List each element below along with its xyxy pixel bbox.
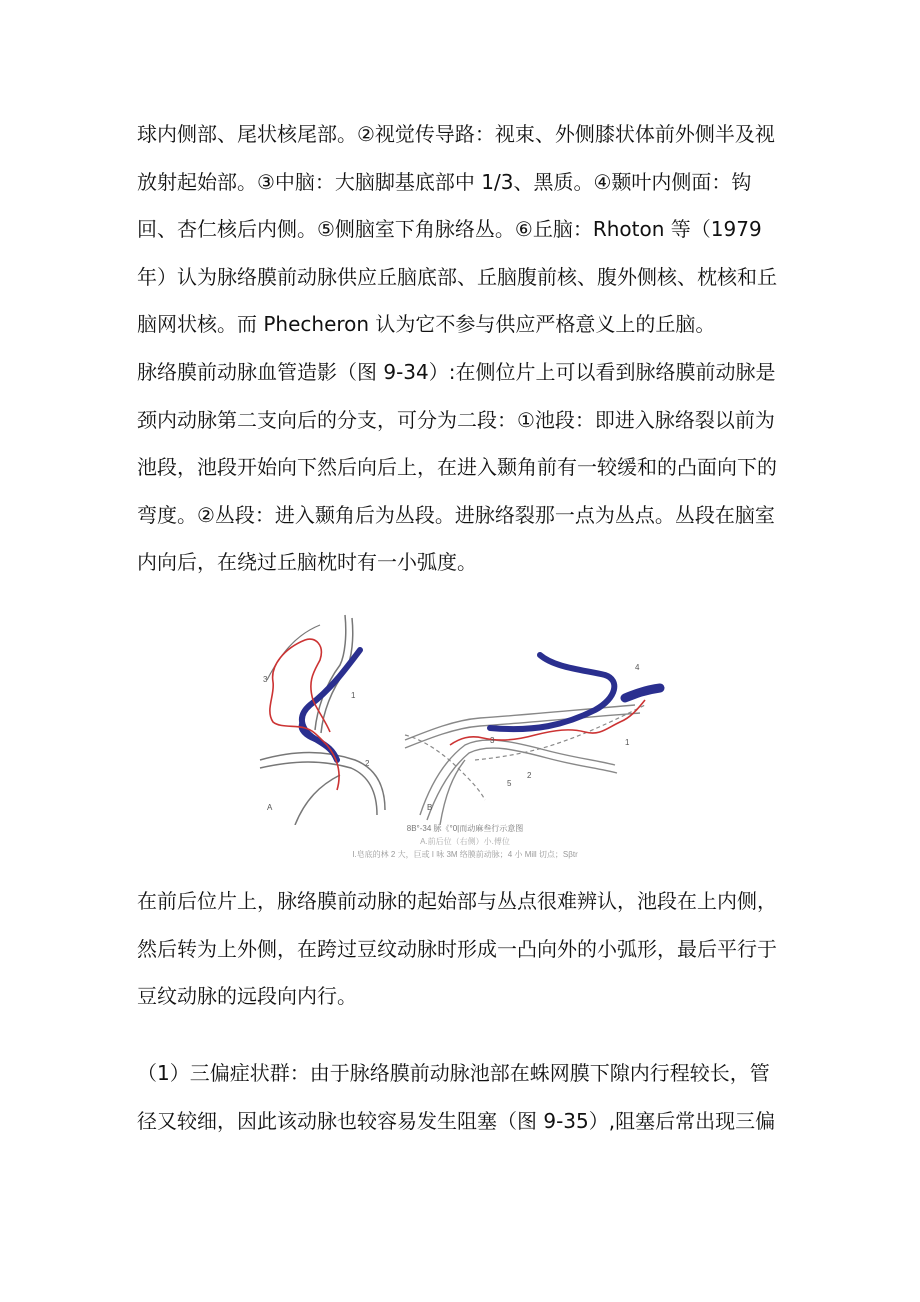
panel-a-label: A	[267, 803, 273, 812]
vessel-outline	[295, 775, 340, 825]
text-line: 径又较细，因此该动脉也较容易发生阻塞（图 9-35）,阻塞后常出现三偏	[137, 1108, 776, 1133]
figure-caption-title: 8B°-34 脉《°0|而动麻叁行示意图	[406, 824, 524, 833]
label-2: 2	[527, 771, 532, 780]
text-line: 豆纹动脉的远段向内行。	[137, 984, 357, 1008]
panel-b-label: B	[427, 803, 433, 812]
label-4: 4	[635, 663, 640, 672]
text-line: 内向后，在绕过丘脑枕时有一小弧度。	[137, 550, 477, 574]
label-3: 3	[490, 736, 495, 745]
text-line: 脑网状核。而 Phecheron 认为它不参与供应严格意义上的丘脑。	[137, 312, 716, 336]
paragraph-blood-supply	[137, 111, 787, 349]
text-line: 球内侧部、尾状核尾部。②视觉传导路：视束、外侧膝状体前外侧半及视	[137, 122, 775, 146]
panel-a	[260, 615, 385, 825]
label-3: 3	[263, 675, 268, 684]
artery-main	[302, 650, 360, 760]
artery-trunk	[625, 688, 660, 698]
text-line: 回、杏仁核后内侧。⑤侧脑室下角脉络丛。⑥丘脑：Rhoton 等（1979	[137, 217, 762, 241]
vessel-outline	[267, 625, 320, 680]
text-line: 放射起始部。③中脑：大脑脚基底部中 1/3、黑质。④颞叶内侧面：钩	[137, 169, 752, 194]
vessel-outline	[260, 762, 377, 815]
paragraph-ap-view	[137, 878, 787, 1021]
text-line: 在前后位片上，脉络膜前动脉的起始部与丛点很难辨认，池段在上内侧，	[137, 889, 777, 913]
figure-caption-subtitle: A.前后位（右侧）小.傅位	[420, 837, 510, 846]
paragraph-triad-syndrome	[137, 1050, 787, 1145]
text-line: 年）认为脉络膜前动脉供应丘脑底部、丘脑腹前核、腹外侧核、枕核和丘	[137, 264, 777, 289]
text-line: 颈内动脉第二支向后的分支，可分为二段：①池段：即进入脉络裂以前为	[137, 407, 775, 432]
angiography-diagram	[255, 610, 675, 825]
vessel-outline-dashed	[475, 705, 645, 760]
text-line: （1）三偏症状群：由于脉络膜前动脉池部在蛛网膜下隙内行程较长，管	[137, 1061, 770, 1085]
label-5: 5	[507, 779, 512, 788]
text-line: 然后转为上外侧，在跨过豆纹动脉时形成一凸向外的小弧形，最后平行于	[137, 936, 777, 961]
text-line: 弯度。②丛段：进入颞角后为丛段。进脉络裂那一点为丛点。丛段在脑室	[137, 502, 775, 527]
vessel-outline-dashed	[405, 735, 485, 800]
text-line: 池段，池段开始向下然后向后上，在进入颞角前有一较缓和的凸面向下的	[137, 455, 777, 479]
figure-caption-legend: I.皂底的林 2 大，巨或 I 咏 3M 络膜前动脉；4 小 Mill 切点；Sβtr	[352, 850, 578, 859]
label-2: 2	[365, 759, 370, 768]
panel-b	[405, 655, 660, 825]
label-1: 1	[351, 691, 356, 700]
label-1: 1	[625, 738, 630, 747]
text-line: 脉络膜前动脉血管造影（图 9-34）:在侧位片上可以看到脉络膜前动脉是	[137, 360, 776, 384]
paragraph-angiography	[137, 349, 787, 587]
artery-main	[490, 655, 614, 729]
